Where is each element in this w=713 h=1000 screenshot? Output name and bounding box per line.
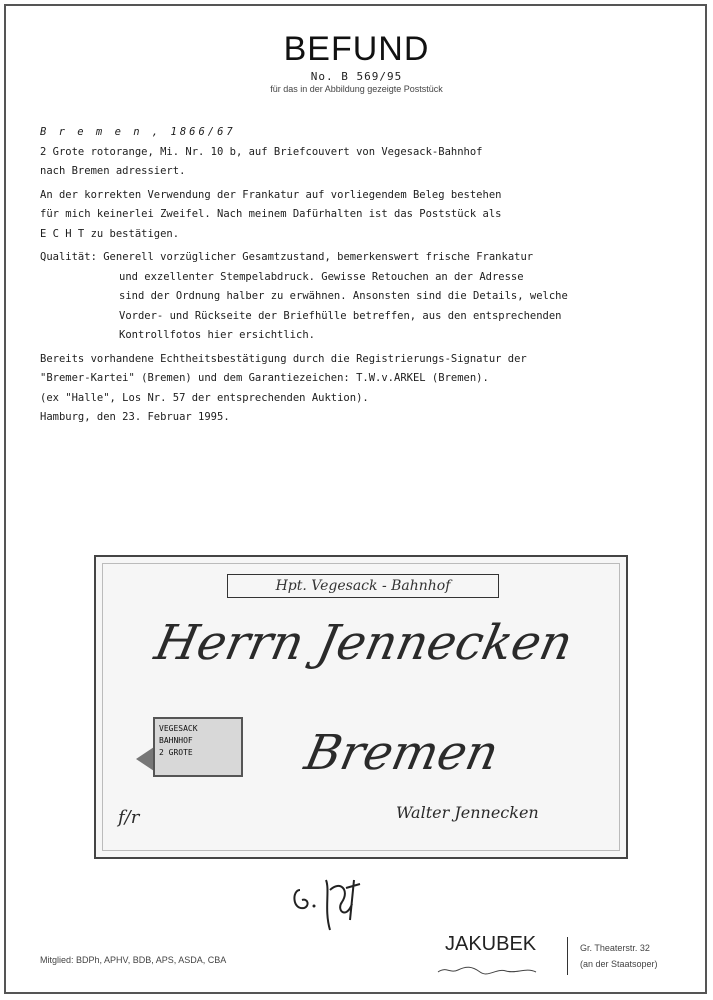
quality-line: sind der Ordnung halber zu erwähnen. Ansonsten sind die Details, welche: [119, 290, 568, 302]
stamp-line-2: BAHNHOF: [159, 736, 193, 745]
address-line-1: Gr. Theaterstr. 32: [580, 943, 650, 953]
certificate-body: [40, 125, 680, 430]
quality-line: Vorder- und Rückseite der Briefhülle betreffen, aus den entsprechenden: [119, 309, 562, 322]
body-line: 2 Grote rotorange, Mi. Nr. 10 b, auf Briefcouvert von Vegesack-Bahnhof: [40, 145, 483, 158]
quality-line: und exzellenter Stempelabdruck. Gewisse Retouchen an der Adresse: [119, 270, 524, 283]
footer-divider: [567, 937, 568, 975]
certificate-number: No. B 569/95: [310, 70, 403, 83]
footer-memberships: Mitglied: BDPh, APHV, BDB, APS, ASDA, CBA: [40, 955, 227, 965]
stamp-line-1: VEGESACK: [159, 724, 198, 733]
document-title: BEFUND: [283, 30, 430, 68]
registration-line: Bereits vorhandene Echtheitsbestätigung durch die Registrierungs-Signatur der: [40, 352, 527, 365]
opinion-line: An der korrekten Verwendung der Frankatur auf vorliegendem Beleg bestehen: [40, 188, 502, 201]
footer-brand: JAKUBEK: [445, 933, 537, 955]
quality-label: Qualität:: [40, 251, 97, 263]
stamp-marker-icon: [136, 747, 154, 771]
envelope-photo: [94, 555, 628, 859]
stamp-line-3: 2 GROTE: [159, 748, 193, 757]
quality-line: Kontrollfotos hier ersichtlich.: [119, 329, 315, 341]
quality-line: [40, 250, 680, 266]
certificate-subnote: für das in der Abbildung gezeigte Poststück: [270, 84, 443, 94]
address-script-line-2: Bremen: [300, 725, 504, 781]
address-script-line-1: Herrn Jennecken: [150, 615, 578, 671]
brand-signature: [436, 964, 546, 976]
body-line: nach Bremen adressiert.: [40, 165, 186, 177]
date-line: Hamburg, den 23. Februar 1995.: [40, 411, 230, 423]
registration-line: "Bremer-Kartei" (Bremen) und dem Garantiezeichen: T.W.v.ARKEL (Bremen).: [40, 372, 489, 384]
postage-stamp: [153, 717, 243, 777]
provenance-line: (ex "Halle", Los Nr. 57 der entsprechenden Auktion).: [40, 391, 369, 404]
address-line-2: (an der Staatsoper): [580, 959, 658, 969]
quality-text: Generell vorzüglicher Gesamtzustand, bemerkenswert frische Frankatur: [103, 251, 534, 263]
footer-address: [580, 940, 658, 972]
envelope-label: Hpt. Vegesack - Bahnhof: [227, 574, 499, 598]
address-script-line-4: f/r: [118, 807, 140, 828]
opinion-line: für mich keinerlei Zweifel. Nach meinem Dafürhalten ist das Poststück als: [40, 208, 502, 220]
handwritten-signature: [290, 860, 380, 940]
address-script-line-3: Walter Jennecken: [396, 803, 539, 822]
body-heading: B r e m e n , 1866/67: [40, 126, 236, 138]
opinion-line: E C H T zu bestätigen.: [40, 227, 180, 240]
envelope-edge: [102, 563, 620, 851]
